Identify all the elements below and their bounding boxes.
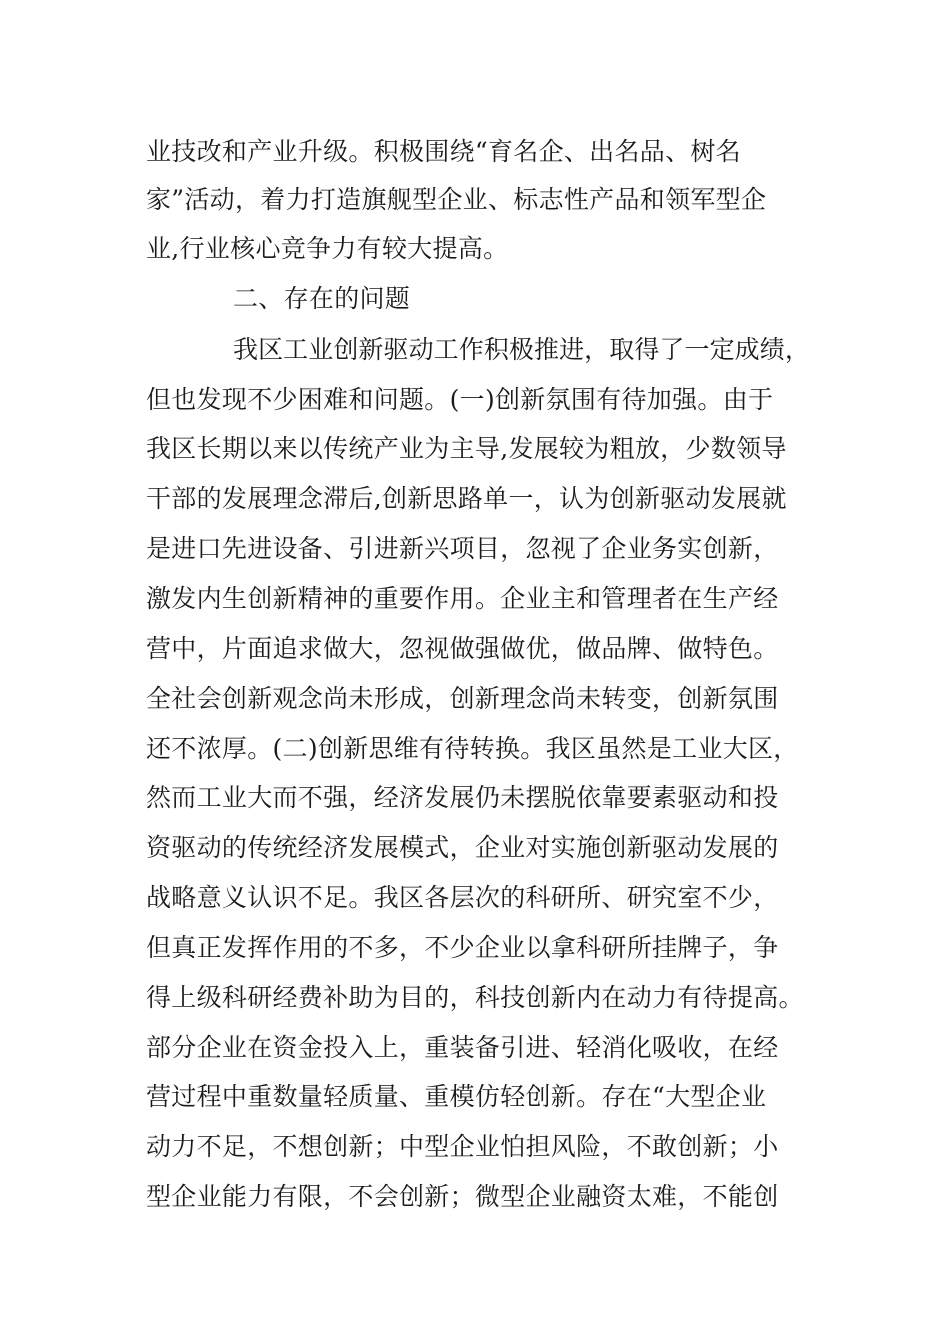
paragraph-line: 战略意义认识不足。我区各层次的科研所、研究室不少， xyxy=(146,883,779,912)
section-heading: 二、存在的问题 xyxy=(233,284,411,313)
paragraph-line: 资驱动的传统经济发展模式，企业对实施创新驱动发展的 xyxy=(146,833,779,862)
paragraph-line: 型企业能力有限，不会创新；微型企业融资太难，不能创 xyxy=(146,1182,779,1211)
paragraph-line: 家”活动，着力打造旗舰型企业、标志性产品和领军型企 xyxy=(146,185,767,214)
paragraph-line: 是进口先进设备、引进新兴项目，忽视了企业务实创新， xyxy=(146,534,779,563)
paragraph-line: 业技改和产业升级。积极围绕“育名企、出名品、树名 xyxy=(146,137,741,166)
paragraph-line: 全社会创新观念尚未形成，创新理念尚未转变，创新氛围 xyxy=(146,684,779,713)
paragraph-line: 还不浓厚。(二)创新思维有待转换。我区虽然是工业大区， xyxy=(146,734,799,763)
paragraph-line: 业,行业核心竞争力有较大提高。 xyxy=(146,234,509,263)
paragraph-line: 部分企业在资金投入上，重装备引进、轻消化吸收，在经 xyxy=(146,1033,779,1062)
paragraph-line: 动力不足，不想创新；中型企业怕担风险，不敢创新；小 xyxy=(146,1132,779,1161)
paragraph-line: 然而工业大而不强，经济发展仍未摆脱依靠要素驱动和投 xyxy=(146,783,779,812)
paragraph-line: 得上级科研经费补助为目的，科技创新内在动力有待提高。 xyxy=(146,983,804,1012)
paragraph-line: 我区工业创新驱动工作积极推进，取得了一定成绩， xyxy=(233,335,810,364)
paragraph-line: 激发内生创新精神的重要作用。企业主和管理者在生产经 xyxy=(146,584,779,613)
paragraph-line: 我区长期以来以传统产业为主导,发展较为粗放，少数领导 xyxy=(146,434,787,463)
paragraph-line: 干部的发展理念滞后,创新思路单一，认为创新驱动发展就 xyxy=(146,484,787,513)
paragraph-line: 但也发现不少困难和问题。(一)创新氛围有待加强。由于 xyxy=(146,385,774,414)
paragraph-line: 营中，片面追求做大，忽视做强做优，做品牌、做特色。 xyxy=(146,634,779,663)
paragraph-line: 营过程中重数量轻质量、重模仿轻创新。存在“大型企业 xyxy=(146,1082,767,1111)
paragraph-line: 但真正发挥作用的不多，不少企业以拿科研所挂牌子，争 xyxy=(146,933,779,962)
